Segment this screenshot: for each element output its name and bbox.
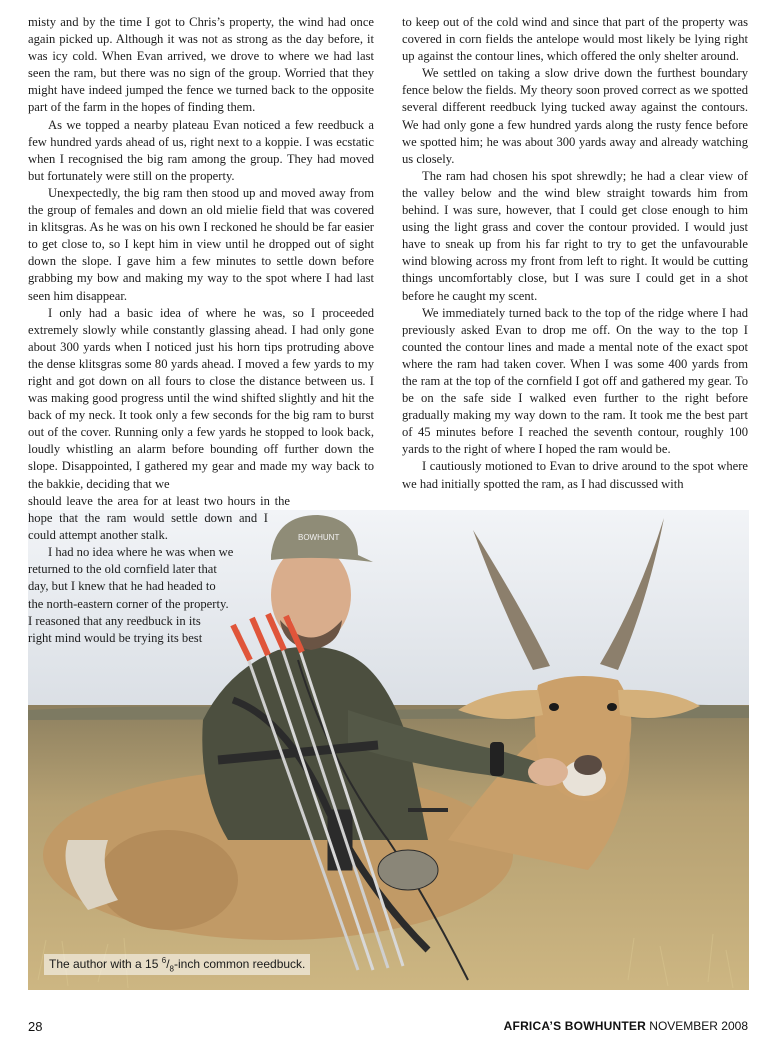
text-line: the north-eastern corner of the property. xyxy=(28,596,229,611)
text-line: could attempt another stalk. xyxy=(28,528,168,543)
paragraph: to keep out of the cold wind and since that part of the property was covered in corn fields the antelope would most likely be lying right up against the contour lines, which offered the only shelter around. xyxy=(402,15,748,64)
right-column xyxy=(402,14,748,493)
text-line: hope that the ram would settle down and I xyxy=(28,511,268,526)
hunter-hand xyxy=(528,758,568,786)
text-line: I had no idea where he was when we xyxy=(48,545,234,560)
paragraph: I only had a basic idea of where he was, so I proceeded extremely slowly while constantly glassing ahead. I had only gone about 300 yards when I noticed just his horn tips protruding above the dense klitsgras some 80 yards ahead. I moved a few yards to my right and got down on all fours to close the distance between us. I was making good progress until the wind shifted slightly and hit the back of my neck. It took only a few seconds for the big ram to burst out of the cover. Running only a few yards he stopped to look back, loudly whistling an alarm before bounding off further down the slope. Disappointed, I gathered my gear and made my way back to the bakkie, deciding that we xyxy=(28,305,374,491)
paragraph: We immediately turned back to the top of the ridge where I had previously asked Evan to drop me off. On the way to the top I counted the contour lines and made a mental note of the exact spot where the ram had taken cover. When I was some 400 yards from the ram at the top of the cornfield I got off and gathered my gear. To be on the safe side I walked even further to the right before gradually making my way down to the ram. It took me the best part of 45 minutes before I reached the seventh contour, roughly 100 yards to the right of where I hoped the ram would be. xyxy=(402,305,748,457)
issue-date: NOVEMBER 2008 xyxy=(649,1019,748,1033)
text-line: I reasoned that any reedbuck in its xyxy=(28,613,201,628)
paragraph: misty and by the time I got to Chris’s property, the wind had once again picked up. Although it was not as strong as the day before, it was icy cold. When Evan arrived, we drove to where we had last seen the ram, but there was no sign of the group. Worried that they might have indeed jumped the fence we turned back to the opposite part of the farm in the hopes of finding them. xyxy=(28,15,374,115)
paragraph: Unexpectedly, the big ram then stood up and moved away from the group of females and down an old mielie field that was covered in klitsgras. As he was on his own I reckoned he should be far easier to get close to, so I kept him in view until he dropped out of sight down the slope. I gave him a few minutes to settle down before grabbing my bow and making my way to the spot where I had last seen him disappear. xyxy=(28,185,374,303)
text-line: should leave the area for at least two hours in the xyxy=(28,494,290,508)
cap-logo: BOWHUNT xyxy=(298,533,340,542)
wrapped-text-block xyxy=(28,493,374,647)
photo-caption: The author with a 15 $^6/_8$-inch common reedbuck. xyxy=(44,954,310,975)
magazine-footer xyxy=(504,1019,748,1033)
text-line: right mind would be trying its best xyxy=(28,630,203,645)
paragraph: The ram had chosen his spot shrewdly; he had a clear view of the valley below and the wind blew straight towards him from behind. I was sure, however, that I could get close enough to him using the light grass and cover the contour provided. I would just have to sneak up from his far right to try to get the unfavourable wind blowing across my front from left to right. It would be cutting things uncomfortably close, but I was sure I could get in a shot before he caught my scent. xyxy=(402,168,748,303)
text-line: returned to the old cornfield later that xyxy=(28,562,217,577)
magazine-name: AFRICA’S BOWHUNTER xyxy=(503,1019,646,1033)
paragraph: We settled on taking a slow drive down the furthest boundary fence below the fields. My theory soon proved correct as we spotted several different reedbuck lying tucked away against the contours. We had only gone a few hundred yards along the rusty fence before we spotted him; he was about 300 yards away and already watching us closely. xyxy=(402,66,748,166)
text-line: day, but I knew that he had headed to xyxy=(28,579,216,594)
page-number: 28 xyxy=(28,1019,43,1034)
paragraph: As we topped a nearby plateau Evan noticed a few reedbuck a few hundred yards ahead of us, right next to a koppie. I was ecstatic when I recognised the big ram among the group. They had moved but fortunately were still on the property. xyxy=(28,117,374,183)
paragraph: I cautiously motioned to Evan to drive around to the spot where we had initially spotted the ram, as I had discussed with xyxy=(402,459,748,491)
left-column xyxy=(28,14,374,493)
